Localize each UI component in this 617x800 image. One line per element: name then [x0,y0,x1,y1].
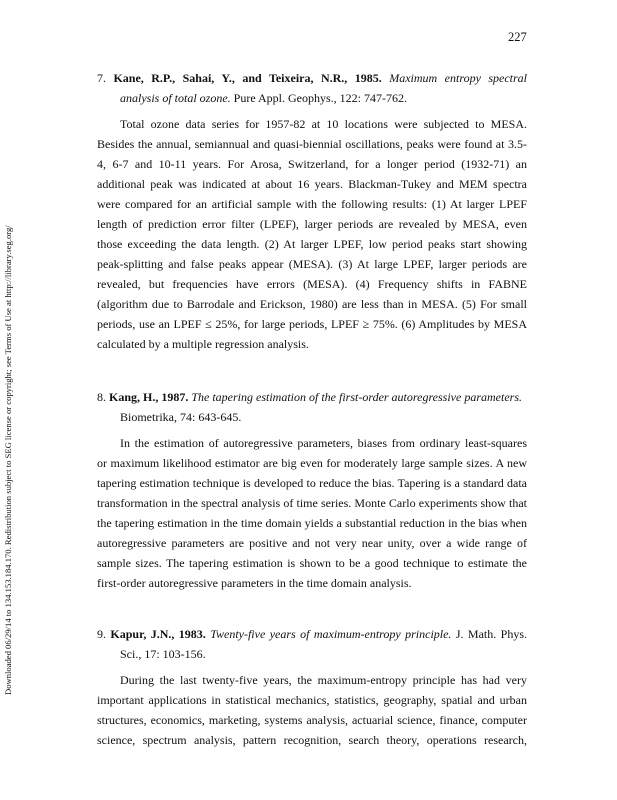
abstract-9 [97,670,527,750]
citation-authors: Kapur, J.N., 1983. [110,627,206,641]
abstract-line: calculated by a multiple regression analysis. [97,337,309,351]
abstract-line: structures, economics, marketing, systems analysis, actuarial science, finance, computer [97,713,527,727]
abstract-line: In the estimation of autoregressive parameters, biases from ordinary least-squares [120,436,527,450]
citation-9 [97,624,527,664]
citation-title: Maximum entropy spectral [389,71,528,85]
reference-entry-8 [97,387,527,593]
abstract-line: Besides the annual, semiannual and quasi-biennial oscillations, peaks were found at 3.5- [97,137,527,151]
abstract-line: were compared for an artificial sample with the following results: (1) At larger LPEF [97,197,527,211]
citation-title-cont: analysis of total ozone. [120,91,231,105]
entry-number: 9. [97,627,106,641]
reference-entry-9 [97,624,527,750]
abstract-line: 4, 6-7 and 10-11 years. For Arosa, Switzerland, for a longer period (1932-71) an [97,157,527,171]
citation-source: Pure Appl. Geophys., 122: 747-762. [233,91,407,105]
abstract-8 [97,433,527,593]
citation-authors: Kang, H., 1987. [109,390,189,404]
citation-source-cont: Sci., 17: 103-156. [120,647,206,661]
abstract-line: autoregressive parameters are positive and not very near unity, over a wide range of [97,536,527,550]
abstract-line: length of prediction error filter (LPEF), larger periods are revealed by MESA, even [97,217,527,231]
abstract-line: Total ozone data series for 1957-82 at 10 locations were subjected to MESA. [120,117,527,131]
citation-source: Biometrika, 74: 643-645. [120,410,242,424]
download-notice-text: Downloaded 06/29/14 to 134.153.184.170. Redistribution subject to SEG license or copyright; see Terms of Use at http://library.seg.org/ [3,225,13,695]
entry-number: 8. [97,390,106,404]
entry-number: 7. [97,71,106,85]
citation-title: Twenty-five years of maximum-entropy principle. [210,627,452,641]
abstract-line: peak-splitting and false peaks appear (MESA). (3) At large LPEF, larger periods are [97,257,527,271]
abstract-line: or maximum likelihood estimator are big even for moderately large sample sizes. A new [97,456,527,470]
citation-title: The tapering estimation of the first-order autoregressive parameters. [191,390,522,404]
abstract-line: revealed, but frequencies have errors (MESA). (4) Frequency shifts in FABNE [97,277,527,291]
reference-entry-7 [97,68,527,354]
citation-7 [97,68,527,108]
citation-authors: Kane, R.P., Sahai, Y., and Teixeira, N.R., 1985. [113,71,382,85]
page-number: 227 [508,30,527,44]
abstract-line: first-order autoregressive parameters in the time domain analysis. [97,576,412,590]
abstract-line: During the last twenty-five years, the maximum-entropy principle has had very [120,673,527,687]
abstract-line: science, spectrum analysis, pattern recognition, search theory, operations research, [97,733,527,747]
abstract-line: those exceeding the data length. (2) At larger LPEF, low period peaks start showing [97,237,527,251]
abstract-line: transformation in the spectral analysis of time series. Monte Carlo experiments show that [97,496,527,510]
abstract-line: (algorithm due to Barrodale and Erickson, 1980) are less than in MESA. (5) For small [97,297,527,311]
abstract-line: sample sizes. The tapering estimation is shown to be a good technique to estimate the [97,556,527,570]
abstract-7 [97,114,527,354]
abstract-line: important applications in statistical mechanics, statistics, geography, spatial and urban [97,693,527,707]
abstract-line: tapering estimation technique is developed to reduce the bias. Tapering is a standard data [97,476,527,490]
citation-source: J. Math. Phys. [455,627,527,641]
citation-8 [97,387,527,427]
abstract-line: the tapering estimation in the time domain yields a substantial reduction in the bias when [97,516,527,530]
abstract-line: additional peak was indicated at about 16 years. Blackman-Tukey and MEM spectra [97,177,527,191]
abstract-line: periods, use an LPEF ≤ 25%, for large periods, LPEF ≥ 75%. (6) Amplitudes by MESA [97,317,527,331]
download-notice [0,125,13,695]
